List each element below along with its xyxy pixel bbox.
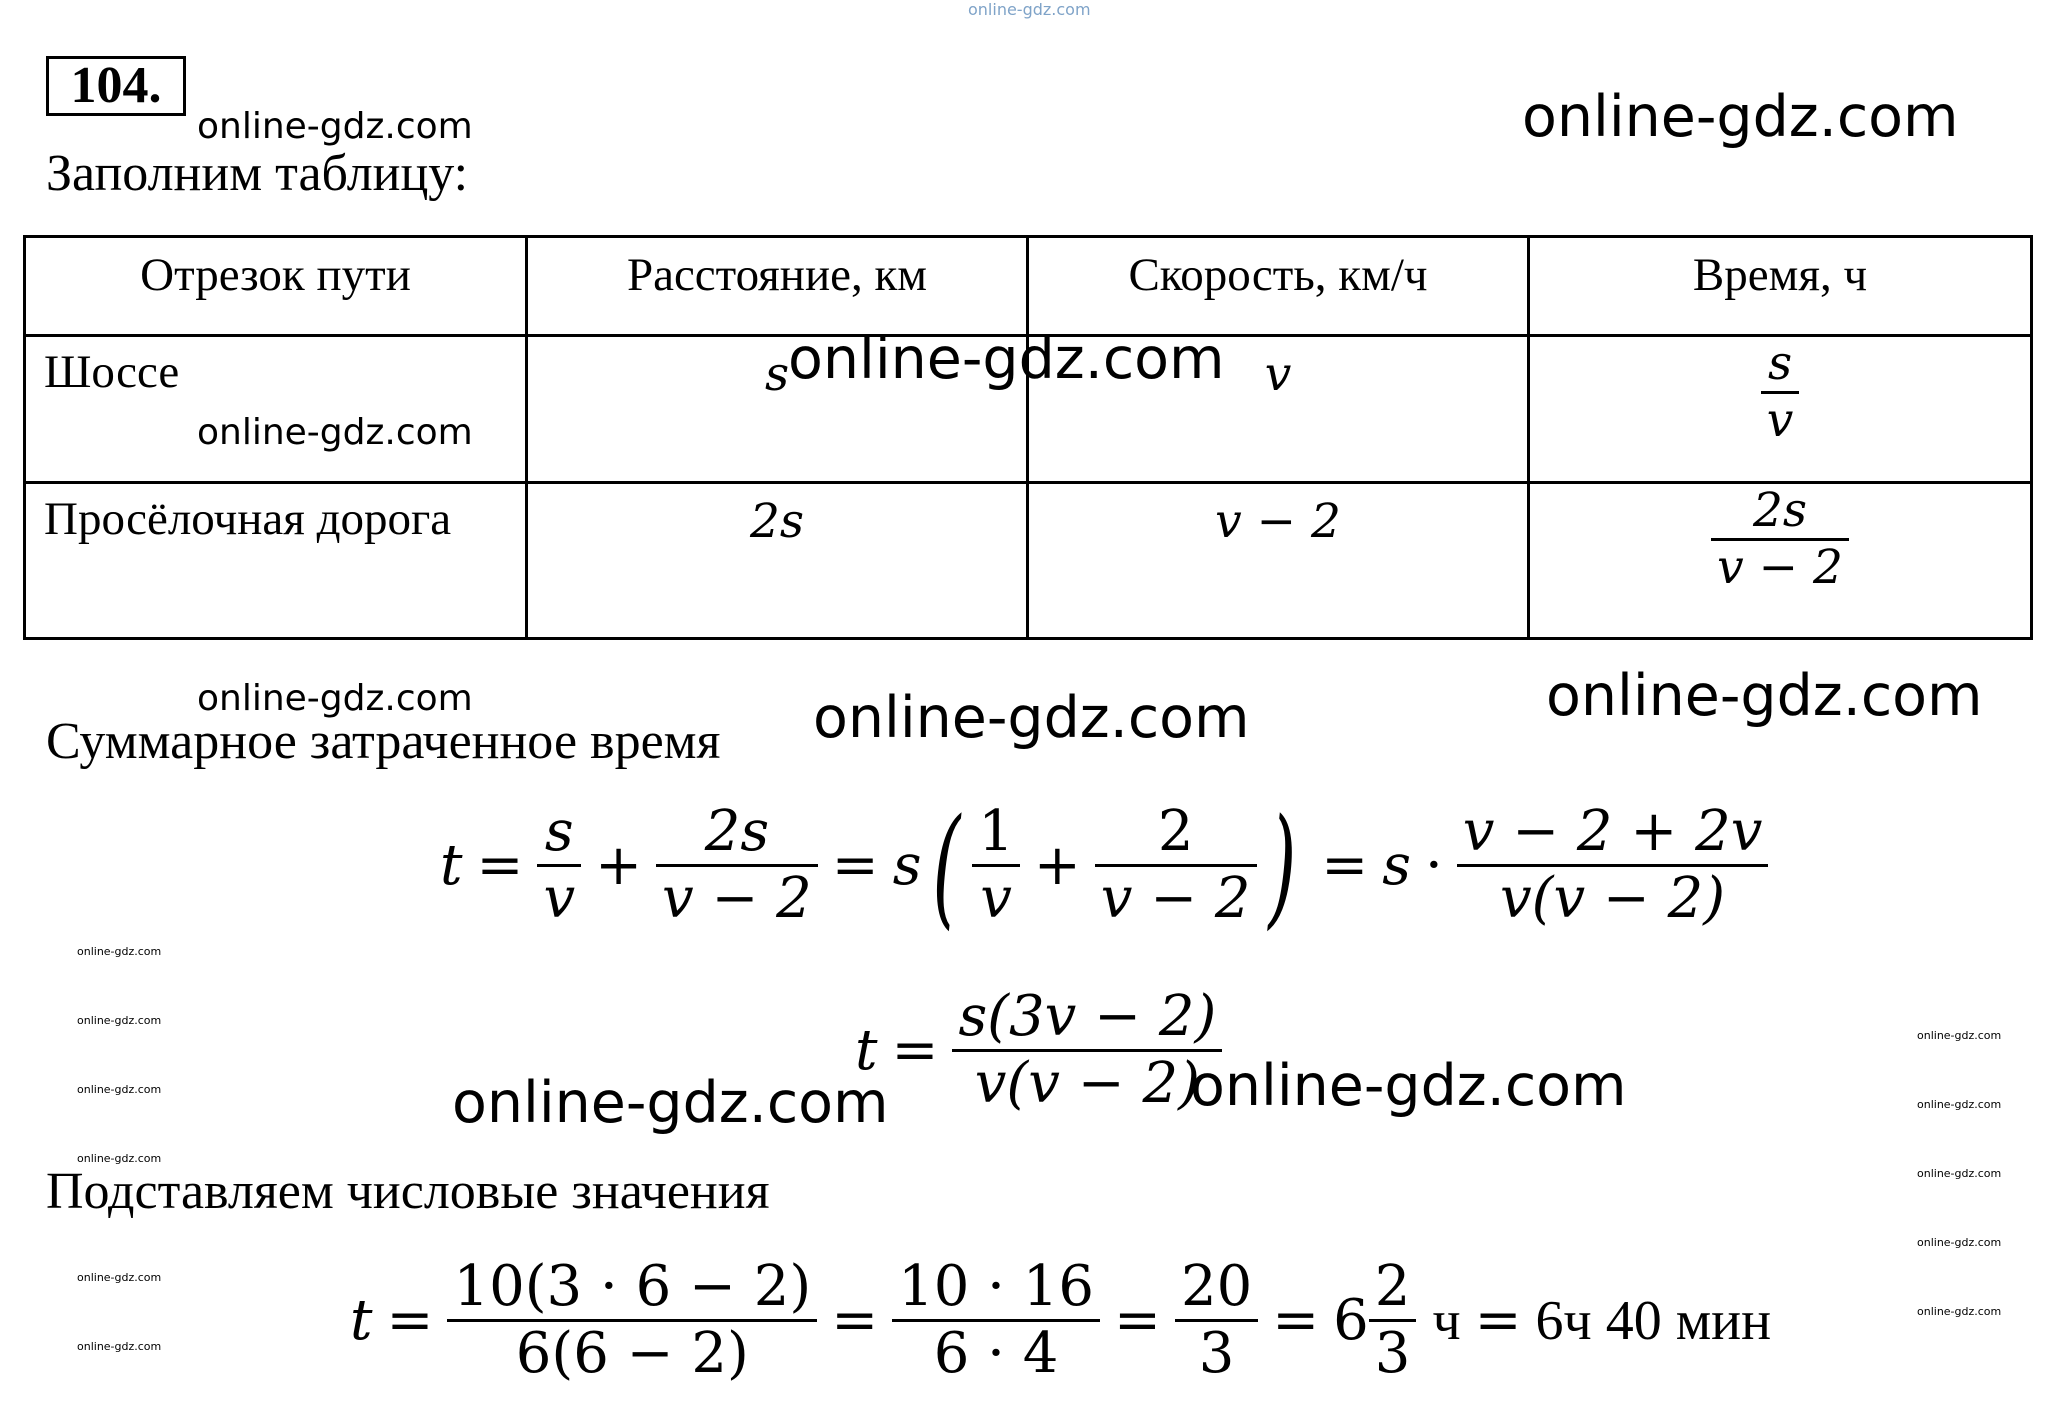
substitute-text: Подставляем числовые значения (46, 1163, 770, 1220)
formula-total-time: t = $\frac{s}{v}$ + $\frac{2s}{v - 2}$ = s ( $\frac{1}{v}$ + $\frac{2}{v - 2}$ ) = s · $\frac{v - 2 + 2v}{v(v - 2)}$ (440, 800, 1768, 932)
final-result: 6ч 40 мин (1535, 1289, 1772, 1352)
watermark: online-gdz.com (1546, 663, 1983, 729)
watermark: online-gdz.com (813, 685, 1250, 751)
cell-speed: v (1028, 336, 1529, 483)
formula-variable: t (350, 1287, 373, 1353)
unit-hours: ч (1432, 1289, 1461, 1352)
fraction (447, 1255, 817, 1387)
watermark-small: online-gdz.com (1917, 1098, 2002, 1111)
fraction-numerator: s (1767, 336, 1793, 391)
cell-time (1529, 336, 2032, 483)
watermark-top: online-gdz.com (968, 0, 1091, 19)
watermark: online-gdz.com (1522, 84, 1959, 150)
watermark: online-gdz.com (1190, 1053, 1627, 1119)
watermark-small: online-gdz.com (77, 1014, 162, 1027)
fraction-denominator: v(v − 2) (1499, 866, 1726, 932)
total-time-text: Суммарное затраченное время (46, 713, 721, 770)
fraction (1457, 800, 1769, 932)
fraction-denominator: v(v − 2) (974, 1051, 1200, 1117)
fraction (1175, 1255, 1258, 1387)
fraction-denominator: 6 · 4 (933, 1321, 1059, 1387)
fraction-numerator: 2s (1752, 483, 1808, 538)
formula-numeric: t = $\frac{10(3 \cdot 6 - 2)}{6(6 - 2)}$ = $\frac{10 \cdot 16}{6 \cdot 4}$ = $\frac{20}{3}$ = 6 $\frac{2}{3}$ ч = 6ч 40 мин (350, 1254, 1772, 1387)
watermark: online-gdz.com (452, 1070, 889, 1136)
header-distance: Расстояние, км (527, 237, 1028, 336)
fraction-numerator: 20 (1180, 1254, 1253, 1319)
watermark-small: online-gdz.com (1917, 1167, 2002, 1180)
fraction-denominator: v − 2 (662, 866, 812, 932)
cell-speed: v − 2 (1028, 483, 1529, 639)
left-paren: ( (932, 789, 961, 942)
fraction-numerator: 10 · 16 (898, 1254, 1095, 1319)
cell-segment: Просёлочная дорога (25, 483, 527, 639)
fraction (1095, 800, 1257, 932)
header-time: Время, ч (1529, 237, 2032, 336)
fraction-numerator: s (544, 799, 574, 864)
cell-segment: Шоссе (25, 336, 527, 483)
fraction-numerator: 1 (978, 799, 1014, 864)
fraction-numerator: 2 (1157, 799, 1194, 864)
fraction (537, 800, 581, 932)
fraction-numerator: s(3v − 2) (958, 984, 1217, 1049)
watermark: online-gdz.com (197, 678, 473, 719)
right-paren: ) (1267, 789, 1296, 942)
fraction-numerator: v − 2 + 2v (1462, 799, 1763, 864)
time-fraction (1761, 337, 1800, 448)
watermark-small: online-gdz.com (77, 1340, 162, 1353)
formula-simplified: t = $\frac{s(3v - 2)}{v(v - 2)}$ (855, 985, 1222, 1117)
formula-variable: t (855, 1017, 878, 1083)
watermark-small: online-gdz.com (77, 1271, 162, 1284)
fraction-denominator: 6(6 − 2) (515, 1321, 749, 1387)
cell-time (1529, 483, 2032, 639)
cell-distance: s (527, 336, 1028, 483)
fraction-denominator: v (1766, 393, 1794, 449)
fraction (952, 985, 1222, 1117)
watermark-small: online-gdz.com (77, 945, 162, 958)
problem-number: 104. (46, 56, 186, 116)
fraction-denominator: v − 2 (1100, 866, 1251, 932)
formula-variable: t (440, 832, 463, 898)
header-speed: Скорость, км/ч (1028, 237, 1529, 336)
table-row (25, 483, 2032, 639)
cell-distance: 2s (527, 483, 1028, 639)
watermark: online-gdz.com (788, 326, 1225, 392)
watermark: online-gdz.com (197, 106, 473, 147)
watermark-small: online-gdz.com (77, 1083, 162, 1096)
formula-factor: s (1382, 832, 1411, 898)
fraction-denominator: v (980, 866, 1012, 932)
intro-text: Заполним таблицу: (46, 145, 469, 202)
header-segment: Отрезок пути (25, 237, 527, 336)
fraction (656, 800, 818, 932)
fraction (1369, 1255, 1417, 1387)
table-header-row (25, 237, 2032, 336)
watermark-small: online-gdz.com (1917, 1236, 2002, 1249)
fraction-denominator: 3 (1374, 1321, 1411, 1387)
fraction-denominator: 3 (1198, 1321, 1235, 1387)
watermark-small: online-gdz.com (1917, 1305, 2002, 1318)
time-fraction (1711, 484, 1849, 595)
watermark-small: online-gdz.com (77, 1152, 162, 1165)
fraction-denominator: v (543, 866, 576, 932)
fraction-numerator: 10(3 · 6 − 2) (453, 1254, 812, 1319)
multiply-dot: · (1424, 832, 1443, 898)
watermark: online-gdz.com (197, 412, 473, 453)
fraction (972, 800, 1020, 932)
fraction (892, 1255, 1100, 1387)
formula-factor: s (892, 832, 922, 898)
watermark-small: online-gdz.com (1917, 1029, 2002, 1042)
fraction-numerator: 2 (1374, 1254, 1411, 1319)
mixed-whole: 6 (1333, 1287, 1369, 1353)
fraction-denominator: v − 2 (1717, 540, 1843, 596)
fraction-numerator: 2s (704, 799, 770, 864)
